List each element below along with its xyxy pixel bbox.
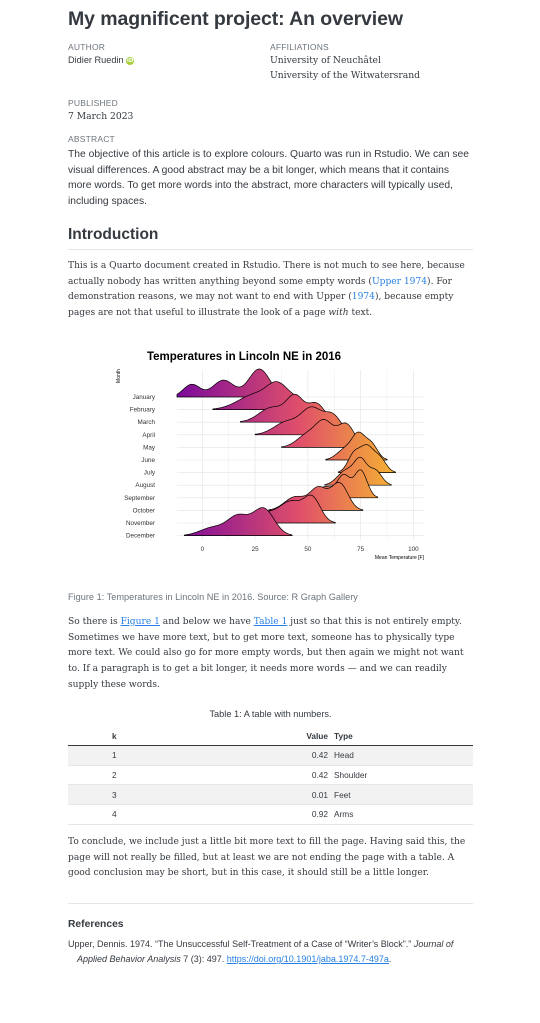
ridge-june	[326, 432, 387, 460]
month-label: May	[143, 444, 155, 452]
x-tick-labels	[201, 546, 420, 553]
abstract-text: The objective of this article is to explore colours. Quarto was run in Rstudio. We can see visual differences. A good abstract may be a bit longer, which means that it contains more words. To get more words into the abstract, more characters will typically used, including spaces.	[68, 149, 470, 207]
col-header-k: k	[68, 727, 182, 746]
month-label: January	[132, 394, 155, 401]
cell-type: Feet	[328, 785, 473, 805]
figure-1-link[interactable]: Figure 1	[120, 617, 160, 627]
published-label: PUBLISHED	[68, 98, 118, 108]
month-labels	[124, 394, 156, 540]
reference-text-c: .	[388, 954, 392, 964]
x-axis-label: Mean Temperature [F]	[374, 555, 424, 561]
orcid-icon[interactable]: iD	[127, 58, 134, 64]
table-row	[68, 785, 473, 805]
figure-caption: Figure 1: Temperatures in Lincoln NE in 2016. Source: R Graph Gallery	[68, 592, 358, 602]
intro-paragraph	[68, 259, 473, 322]
intro-text-c: ), because empty pages are not that useful to illustrate the look of a page	[68, 292, 454, 319]
p2-text-c: just so that this is not entirely empty. Sometimes we have more text, but to get more text, someone has to physically type more text. We could also go for more empty words, but then again we might not want to. If a paragraph is to get a bit longer, it needs more words — and we can readily supply these words.	[68, 617, 464, 690]
month-label: November	[125, 520, 155, 527]
ridge-august	[325, 457, 392, 485]
numbers-table	[68, 727, 473, 825]
month-label: July	[143, 469, 155, 477]
ridge-october	[269, 482, 363, 510]
col-header-type: Type	[328, 727, 473, 746]
chart-grid	[177, 370, 424, 540]
month-label: August	[135, 482, 155, 490]
cell-type: Shoulder	[328, 765, 473, 785]
p2-text-b: and below we have	[159, 617, 254, 627]
abstract-label: ABSTRACT	[68, 134, 115, 144]
conclusion-paragraph: To conclude, we include just a little bit more text to fill the page. Having said this, the page will not really be filled, but at least we are not ending the page with a table. A good conclusion may be short, but in this case, it should still be a little longer.	[68, 837, 466, 879]
table-1-link[interactable]: Table 1	[253, 617, 288, 627]
x-tick-label: 50	[304, 546, 312, 553]
y-axis-label: Month	[116, 369, 122, 383]
references-heading: References	[68, 919, 124, 930]
ridge-july	[339, 445, 396, 473]
month-label: December	[125, 532, 155, 540]
intro-text-d: text.	[348, 308, 373, 319]
author-label: AUTHOR	[68, 42, 106, 52]
ridge-march	[240, 394, 338, 422]
cell-k: 3	[68, 785, 182, 805]
references-divider	[68, 903, 473, 904]
reference-text-a: Upper, Dennis. 1974. “The Unsuccessful Self-Treatment of a Case of “Writer’s Block”.”	[68, 939, 414, 949]
month-label: October	[132, 507, 155, 515]
author-name	[68, 55, 134, 65]
intro-text-a: This is a Quarto document created in Rstudio. There is not much to see here, because actually nobody has written anything beyond some empty words (	[68, 261, 465, 287]
affiliation-1: University of Neuchâtel	[270, 55, 381, 66]
section-divider	[68, 249, 473, 250]
article-title: My magnificent project: An overview	[68, 8, 403, 30]
cell-type: Head	[328, 746, 473, 766]
cell-k: 4	[68, 805, 182, 825]
ridge-february	[213, 382, 316, 410]
table-caption: Table 1: A table with numbers.	[209, 709, 332, 719]
ridge-september	[305, 470, 378, 498]
x-tick-label: 100	[408, 546, 419, 553]
cell-value: 0.92	[182, 805, 328, 825]
cell-value: 0.42	[182, 746, 328, 766]
month-label: June	[141, 457, 155, 464]
body-paragraph-2	[68, 615, 473, 694]
reference-doi-link[interactable]: https://doi.org/10.1901/jaba.1974.7-497a	[226, 954, 389, 964]
cell-k: 1	[68, 746, 182, 766]
ridge-november	[236, 495, 335, 523]
author-name-text: Didier Ruedin	[68, 55, 124, 65]
chart-ridges	[177, 369, 396, 536]
month-label: April	[142, 431, 155, 439]
p2-text-a: So there is	[68, 617, 121, 627]
x-tick-label: 0	[200, 546, 205, 553]
reference-text-b: 7 (3): 497.	[180, 954, 227, 964]
intro-text-b: ). For demonstration reasons, we may not want to end with Upper (	[68, 276, 452, 303]
month-label: March	[137, 419, 155, 427]
cell-k: 2	[68, 765, 182, 785]
reference-journal: Journal of Applied Behavior Analysis	[77, 939, 454, 964]
cell-type: Arms	[328, 805, 473, 825]
cell-value: 0.42	[182, 765, 328, 785]
reference-entry	[68, 937, 482, 967]
table-row	[68, 765, 473, 785]
section-heading-introduction: Introduction	[68, 226, 159, 243]
affiliation-2: University of the Witwatersrand	[270, 70, 421, 81]
table-row	[68, 746, 473, 766]
ridge-january	[177, 369, 288, 397]
x-tick-label: 25	[251, 546, 259, 553]
month-label: September	[124, 494, 155, 502]
affiliations-label: AFFILIATIONS	[270, 42, 329, 52]
chart-title: Temperatures in Lincoln NE in 2016	[146, 351, 342, 363]
x-tick-label: 75	[357, 546, 365, 553]
table-header-row	[68, 727, 473, 746]
cell-value: 0.01	[182, 785, 328, 805]
intro-emphasis: with	[328, 308, 349, 319]
table-row	[68, 805, 473, 825]
ridge-december	[184, 508, 292, 536]
ridge-april	[255, 407, 355, 435]
published-date: 7 March 2023	[68, 111, 134, 122]
month-label: February	[129, 406, 155, 414]
col-header-value: Value	[182, 727, 328, 746]
ridge-may	[282, 419, 369, 447]
citation-link-1974[interactable]: 1974	[351, 292, 375, 303]
citation-link-upper-1974[interactable]: Upper 1974	[371, 276, 428, 287]
